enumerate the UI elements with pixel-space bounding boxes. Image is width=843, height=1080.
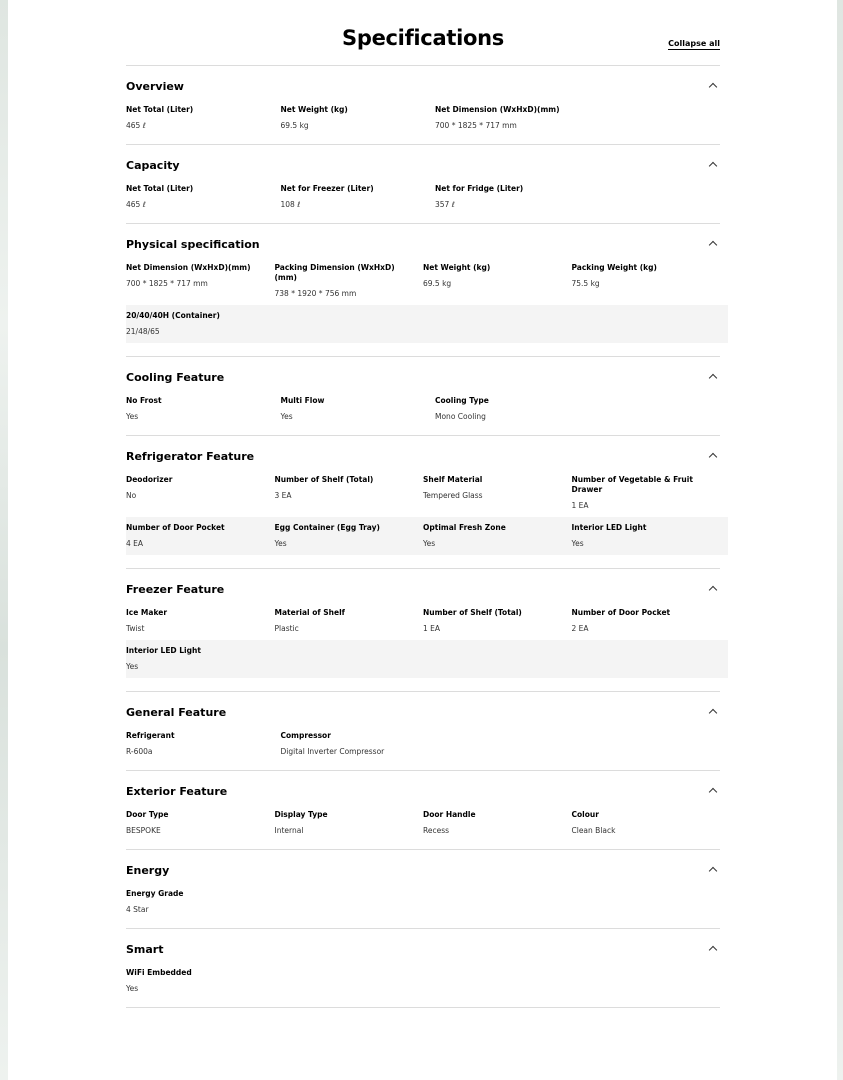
spec-item xyxy=(275,475,424,511)
spec-row xyxy=(126,810,720,836)
spec-item xyxy=(423,475,572,511)
spec-item xyxy=(572,523,721,549)
spec-section xyxy=(126,436,720,569)
spec-label: Net Dimension (WxHxD)(mm) xyxy=(435,105,560,114)
spec-value: 69.5 kg xyxy=(423,279,452,288)
spec-label: Number of Door Pocket xyxy=(571,608,671,617)
spec-value: 69.5 kg xyxy=(280,121,309,130)
spec-label: 20/40/40H (Container) xyxy=(126,311,220,320)
spec-value: 108 ℓ xyxy=(280,200,301,209)
spec-item xyxy=(435,396,590,422)
spec-item xyxy=(126,646,281,672)
spec-section xyxy=(126,692,720,771)
section-toggle[interactable] xyxy=(126,158,720,174)
spec-value: 700 * 1825 * 717 mm xyxy=(435,121,517,130)
spec-label: Interior LED Light xyxy=(571,523,647,532)
section-toggle[interactable] xyxy=(126,942,720,958)
page-title: Specifications xyxy=(342,26,504,50)
spec-label: Door Handle xyxy=(423,810,476,819)
spec-row xyxy=(126,184,720,210)
spec-label: Door Type xyxy=(126,810,169,819)
section-toggle[interactable] xyxy=(126,449,720,465)
spec-label: Packing Dimension (WxHxD)(mm) xyxy=(274,263,395,282)
section-title: Energy xyxy=(126,864,170,877)
spec-item xyxy=(126,889,281,915)
spec-label: Net Dimension (WxHxD)(mm) xyxy=(126,263,251,272)
spec-value: 21/48/65 xyxy=(126,327,160,336)
section-title: Overview xyxy=(126,80,184,93)
spec-value: Tempered Glass xyxy=(423,491,483,500)
section-title: Exterior Feature xyxy=(126,785,228,798)
spec-item xyxy=(126,263,275,299)
spec-item xyxy=(126,475,275,511)
spec-value: Yes xyxy=(571,539,584,548)
spec-row xyxy=(126,640,728,678)
spec-value: R-600a xyxy=(126,747,153,756)
spec-item xyxy=(435,184,590,210)
spec-item xyxy=(275,608,424,634)
spec-label: Net Weight (kg) xyxy=(423,263,491,272)
spec-row xyxy=(126,263,720,299)
spec-row xyxy=(126,889,720,915)
spec-value: Yes xyxy=(126,662,139,671)
spec-item xyxy=(423,608,572,634)
spec-value: 75.5 kg xyxy=(571,279,600,288)
spec-value: Twist xyxy=(126,624,145,633)
spec-value: 4 Star xyxy=(126,905,149,914)
spec-value: No xyxy=(126,491,137,500)
spec-label: Packing Weight (kg) xyxy=(571,263,657,272)
spec-label: Deodorizer xyxy=(126,475,173,484)
section-toggle[interactable] xyxy=(126,705,720,721)
spec-item xyxy=(126,731,281,757)
spec-row xyxy=(126,731,720,757)
spec-item xyxy=(126,968,281,994)
spec-item xyxy=(281,105,436,131)
spec-label: Compressor xyxy=(280,731,331,740)
spec-label: WiFi Embedded xyxy=(126,968,192,977)
specifications-header xyxy=(126,0,720,66)
spec-value: Yes xyxy=(423,539,436,548)
spec-value: 738 * 1920 * 756 mm xyxy=(274,289,357,298)
spec-value: Plastic xyxy=(274,624,299,633)
section-title: General Feature xyxy=(126,706,227,719)
spec-value: 465 ℓ xyxy=(126,200,146,209)
spec-section xyxy=(126,357,720,436)
section-title: Physical specification xyxy=(126,238,260,251)
spec-label: Interior LED Light xyxy=(126,646,201,655)
spec-value: Mono Cooling xyxy=(435,412,486,421)
section-toggle[interactable] xyxy=(126,370,720,386)
spec-label: Net Total (Liter) xyxy=(126,184,194,193)
spec-value: Yes xyxy=(280,412,293,421)
spec-item xyxy=(126,184,281,210)
spec-item xyxy=(423,523,572,549)
spec-label: Net for Freezer (Liter) xyxy=(280,184,374,193)
spec-item xyxy=(281,396,436,422)
spec-row xyxy=(126,396,720,422)
section-title: Smart xyxy=(126,943,164,956)
spec-item xyxy=(126,311,281,337)
spec-row xyxy=(126,105,720,131)
spec-label: Egg Container (Egg Tray) xyxy=(274,523,380,532)
spec-item xyxy=(126,396,281,422)
spec-section xyxy=(126,569,720,692)
spec-label: Ice Maker xyxy=(126,608,168,617)
spec-item xyxy=(572,475,721,511)
spec-value: 357 ℓ xyxy=(435,200,455,209)
background-right-edge xyxy=(837,0,843,1080)
spec-label: Net for Fridge (Liter) xyxy=(435,184,524,193)
spec-item xyxy=(275,810,424,836)
section-toggle[interactable] xyxy=(126,79,720,95)
spec-label: Number of Shelf (Total) xyxy=(423,608,522,617)
spec-label: Optimal Fresh Zone xyxy=(423,523,506,532)
spec-label: Multi Flow xyxy=(280,396,325,405)
spec-value: Internal xyxy=(274,826,304,835)
section-title: Refrigerator Feature xyxy=(126,450,255,463)
background-left-edge xyxy=(0,0,8,1080)
spec-item xyxy=(126,523,275,549)
spec-value: 1 EA xyxy=(423,624,441,633)
section-title: Capacity xyxy=(126,159,180,172)
spec-label: Refrigerant xyxy=(126,731,175,740)
spec-row xyxy=(126,608,720,634)
spec-label: Display Type xyxy=(274,810,328,819)
section-toggle[interactable] xyxy=(126,582,720,598)
spec-item xyxy=(572,263,721,299)
spec-item xyxy=(126,810,275,836)
spec-value: Yes xyxy=(126,984,139,993)
spec-value: 700 * 1825 * 717 mm xyxy=(126,279,208,288)
spec-label: Material of Shelf xyxy=(274,608,345,617)
section-toggle[interactable] xyxy=(126,784,720,800)
spec-item xyxy=(423,810,572,836)
spec-label: Energy Grade xyxy=(126,889,184,898)
section-title: Freezer Feature xyxy=(126,583,225,596)
spec-item xyxy=(126,608,275,634)
spec-value: Recess xyxy=(423,826,450,835)
spec-item xyxy=(281,184,436,210)
spec-row xyxy=(126,517,728,555)
spec-label: Number of Vegetable & Fruit Drawer xyxy=(571,475,693,494)
section-toggle[interactable] xyxy=(126,863,720,879)
specifications-panel xyxy=(8,0,837,1080)
spec-item xyxy=(435,105,590,131)
spec-item xyxy=(126,105,281,131)
collapse-all-link[interactable]: Collapse all xyxy=(668,39,720,48)
section-title: Cooling Feature xyxy=(126,371,225,384)
spec-section xyxy=(126,771,720,850)
section-toggle[interactable] xyxy=(126,237,720,253)
spec-row xyxy=(126,305,728,343)
spec-section xyxy=(126,66,720,145)
spec-label: Net Total (Liter) xyxy=(126,105,194,114)
spec-label: No Frost xyxy=(126,396,162,405)
spec-value: 3 EA xyxy=(274,491,292,500)
spec-label: Number of Shelf (Total) xyxy=(274,475,374,484)
spec-item xyxy=(572,810,721,836)
spec-section xyxy=(126,850,720,929)
spec-label: Cooling Type xyxy=(435,396,489,405)
spec-label: Colour xyxy=(571,810,599,819)
spec-item xyxy=(423,263,572,299)
spec-value: 465 ℓ xyxy=(126,121,146,130)
spec-item xyxy=(572,608,721,634)
spec-value: Digital Inverter Compressor xyxy=(280,747,385,756)
spec-value: 1 EA xyxy=(571,501,589,510)
spec-value: BESPOKE xyxy=(126,826,161,835)
spec-value: 2 EA xyxy=(571,624,589,633)
spec-row xyxy=(126,475,720,511)
spec-item xyxy=(281,731,436,757)
spec-value: 4 EA xyxy=(126,539,144,548)
spec-label: Shelf Material xyxy=(423,475,483,484)
spec-section xyxy=(126,145,720,224)
spec-value: Clean Black xyxy=(571,826,616,835)
spec-item xyxy=(275,263,424,299)
spec-row xyxy=(126,968,720,994)
spec-value: Yes xyxy=(274,539,287,548)
spec-section xyxy=(126,929,720,1008)
spec-label: Number of Door Pocket xyxy=(126,523,225,532)
spec-sections-list xyxy=(126,66,720,1008)
spec-label: Net Weight (kg) xyxy=(280,105,348,114)
spec-item xyxy=(275,523,424,549)
spec-section xyxy=(126,224,720,357)
spec-value: Yes xyxy=(126,412,139,421)
